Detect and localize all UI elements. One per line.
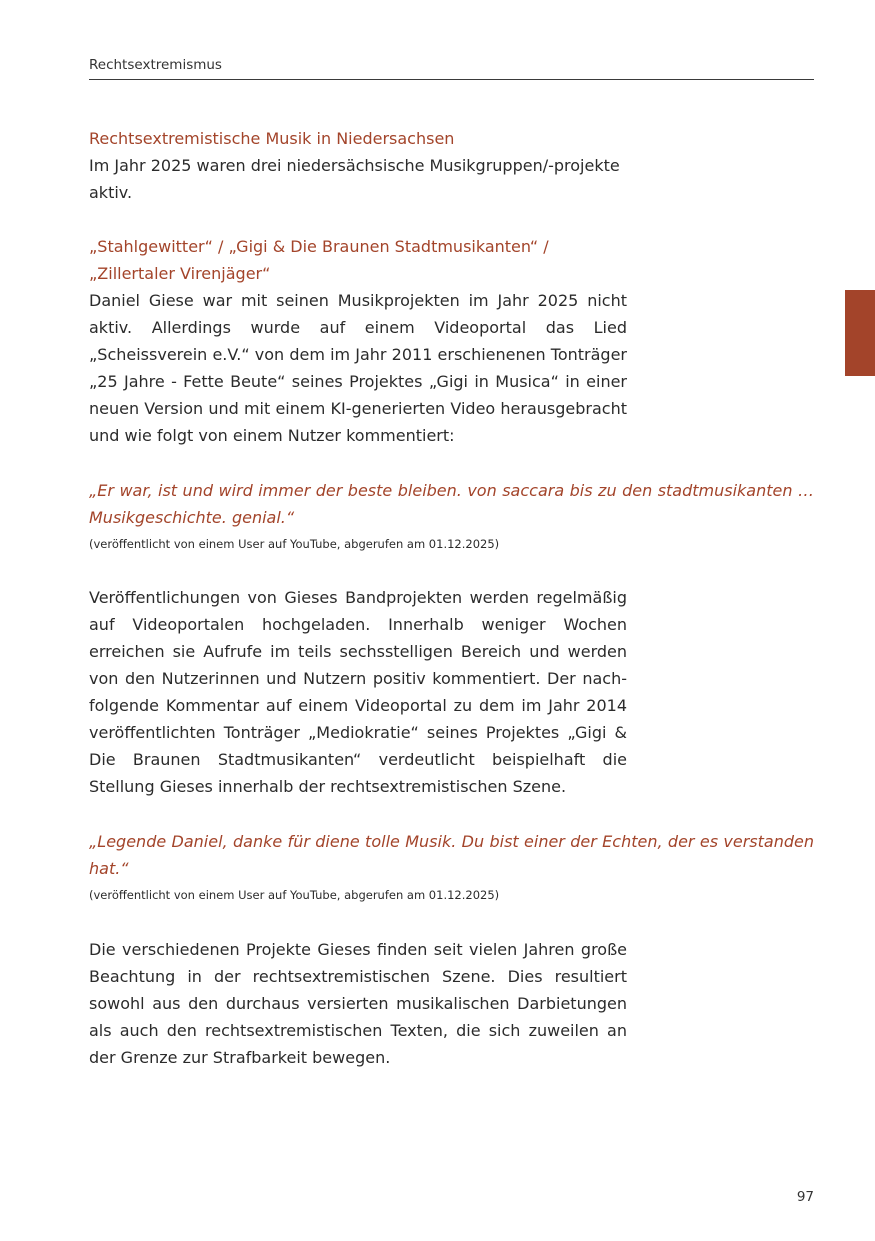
page-number: 97	[796, 1189, 814, 1205]
running-title: Rechtsextremismus	[89, 57, 222, 73]
subsection-heading-line1: „Stahlgewitter“ / „Gigi & Die Braunen Stadtmusikanten“ /	[89, 237, 549, 256]
quote-source-2: (veröffentlicht von einem User auf YouTube, abgerufen am 01.12.2025)	[89, 888, 500, 902]
quote-text-2: „Legende Daniel, danke für diene tolle Musik. Du bist einer der Echten, der es verstanden hat.“	[89, 832, 814, 878]
intro-paragraph: Im Jahr 2025 waren drei niedersächsische Musikgruppen/-projekte aktiv.	[89, 156, 620, 202]
subsection	[89, 233, 627, 449]
quote-text-1: „Er war, ist und wird immer der beste bleiben. von saccara bis zu den stadtmusikanten … Musikgeschichte. genial.“	[89, 481, 814, 527]
section-intro	[89, 125, 627, 206]
quote-block-2	[89, 828, 814, 903]
paragraph-3	[89, 936, 627, 1071]
body-paragraph-2: Veröffentlichungen von Gieses Bandprojekten werden regelmäßig auf Videoportalen hochgeladen. Innerhalb weniger Wochen erreichen sie Aufrufe im teils sechsstelligen Bereich und werden von den Nutzerinnen und Nutzern positiv kommentiert. Der nachfolgende Kommentar auf einem Videoportal zu dem im Jahr 2014 veröffentlichten Tonträger „Mediokratie“ seines Projektes „Gigi & Die Braunen Stadtmusikanten“ verdeutlicht beispielhaft die Stellung Gieses innerhalb der rechtsextremistischen Szene.	[89, 588, 627, 796]
subsection-paragraph: Daniel Giese war mit seinen Musikprojekten im Jahr 2025 nicht aktiv. Allerdings wurde auf einem Videoportal das Lied „Scheissverein e.V.“ von dem im Jahr 2011 erschienenen Tonträger „25 Jahre - Fette Beute“ seines Projektes „Gigi in Musica“ in einer neuen Version und mit einem KI-generierten Video herausgebracht und wie folgt von einem Nutzer kommentiert:	[89, 291, 627, 445]
paragraph-2	[89, 584, 627, 800]
quote-source-1: (veröffentlicht von einem User auf YouTube, abgerufen am 01.12.2025)	[89, 537, 500, 551]
section-heading: Rechtsextremistische Musik in Niedersachsen	[89, 129, 455, 148]
quote-block-1	[89, 477, 814, 552]
body-paragraph-3: Die verschiedenen Projekte Gieses finden seit vielen Jahren große Beachtung in der rechtsextremistischen Szene. Dies resultiert sowohl aus den durchaus versierten musikalischen Darbietungen als auch den rechtsextremistischen Texten, die sich zuweilen an der Grenze zur Strafbarkeit bewegen.	[89, 940, 627, 1067]
subsection-heading-line2: „Zillertaler Virenjäger“	[89, 264, 271, 283]
header-rule	[89, 79, 814, 80]
chapter-tab-marker	[845, 290, 875, 376]
